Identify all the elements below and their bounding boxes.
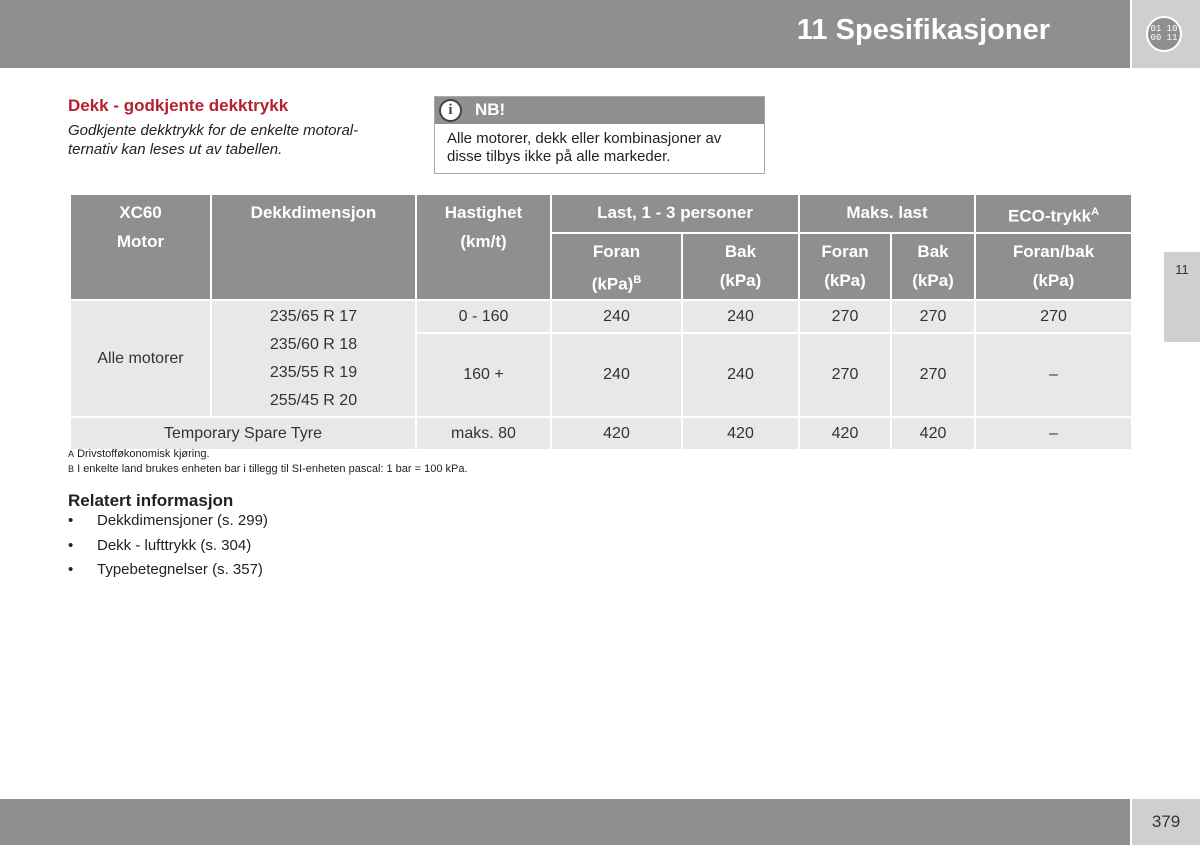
header-max-rear [891,233,975,301]
header-load-1-3: Last, 1 - 3 personer [551,194,799,233]
max-front-cell: 420 [799,417,891,450]
footnote-b-text: I enkelte land brukes enheten bar i tillegg til SI-enheten pascal: 1 bar = 100 kPa. [77,463,468,475]
load-rear-cell: 240 [682,300,799,333]
speed-cell: 160 + [416,333,551,417]
max-rear-cell: 420 [891,417,975,450]
nb-text-line-2: disse tilbys ikke på alle markeder. [447,148,671,165]
eco-cell: – [975,333,1132,417]
max-front-cell: 270 [799,333,891,417]
speed-cell: maks. 80 [416,417,551,450]
related-link-label: Typebetegnelser (s. 357) [97,561,263,578]
header-speed [416,194,551,300]
nb-header [435,97,764,124]
table-row [70,300,1132,333]
header-load-front-unit [553,266,680,299]
header-tyre-dimension: Dekkdimensjon [211,194,416,300]
info-icon: i [439,99,462,122]
header-load-front [551,233,682,301]
speed-cell: 0 - 160 [416,300,551,333]
bullet-icon: • [68,561,74,578]
footnote-a-text: Drivstofføkonomisk kjøring. [77,448,210,460]
footer-bar [0,799,1130,845]
section-title: Dekk - godkjente dekktrykk [68,96,289,115]
nb-text-line-1: Alle motorer, dekk eller kombinasjoner av [447,130,722,147]
load-rear-cell: 240 [682,333,799,417]
header-kpa-label: (kPa) [591,274,634,294]
intro-line-2: ternativ kan leses ut av tabellen. [68,141,283,158]
page-number: 379 [1151,812,1181,831]
related-link-tyre-dimensions[interactable] [68,509,268,534]
engine-group-cell: Alle motorer [70,300,211,417]
footnotes [68,447,468,477]
eco-cell: 270 [975,300,1132,333]
chapter-badge-icon [1146,16,1182,52]
chapter-title: 11 Spesifikasjoner [796,14,1050,46]
header-speed-label: Hastighet [444,203,523,222]
header-model-engine [70,194,211,300]
bullet-icon: • [68,536,74,554]
intro-line-1: Godkjente dekktrykk for de enkelte motoral- [68,122,359,139]
header-speed-unit: (km/t) [460,232,507,251]
chapter-side-tab[interactable]: 11 [1164,252,1200,342]
header-max-front [799,233,891,301]
max-rear-cell: 270 [891,300,975,333]
bullet-icon: • [68,512,74,529]
related-link-label: Dekkdimensjoner (s. 299) [97,512,268,529]
header-engine: Motor [116,232,165,251]
header-eco-front-rear-label: Foran/bak [1012,241,1095,261]
table-row-spare [70,417,1132,450]
tyre-pressure-table [69,193,1133,451]
nb-text [435,124,764,166]
section-intro [68,121,398,159]
header-max-load: Maks. last [799,194,975,233]
header-bar [0,0,1130,68]
header-load-rear-unit: (kPa) [719,270,762,290]
header-max-front-label: Foran [821,241,869,261]
dimension-item: 235/60 R 18 [269,335,358,353]
load-rear-cell: 420 [682,417,799,450]
load-front-cell: 240 [551,333,682,417]
max-rear-cell: 270 [891,333,975,417]
related-list [68,509,268,583]
header-eco-label: ECO-trykk [1007,206,1092,226]
header-model: XC60 [119,203,162,222]
dimension-item: 255/45 R 20 [269,391,358,409]
header-load-front-label: Foran [592,241,641,261]
related-link-label: Dekk - lufttrykk (s. 304) [97,536,252,554]
header-eco-front-rear-unit: (kPa) [1032,270,1075,290]
nb-label: NB! [475,100,506,119]
max-front-cell: 270 [799,300,891,333]
load-front-cell: 420 [551,417,682,450]
dimension-item: 235/55 R 19 [269,363,358,381]
chapter-badge-line1: 01 10 [1150,24,1178,34]
footnote-b [68,462,468,477]
footnote-b-mark: B [68,464,75,474]
header-max-rear-unit: (kPa) [912,270,954,290]
header-load-rear [682,233,799,301]
eco-cell: – [975,417,1132,450]
header-max-front-unit: (kPa) [824,270,866,290]
load-front-cell: 240 [551,300,682,333]
related-title: Relatert informasjon [68,491,234,510]
header-eco-pressure [975,194,1132,233]
header-load-rear-label: Bak [724,241,757,261]
dimensions-cell [211,300,416,417]
header-eco-front-rear [975,233,1132,301]
related-link-tyre-pressure[interactable] [68,534,268,559]
related-link-type-designations[interactable] [68,558,268,583]
header-eco-footnote-mark: A [1091,206,1100,218]
chapter-badge-line2: 00 11 [1150,33,1178,43]
header-max-rear-label: Bak [917,241,949,261]
spare-label-cell: Temporary Spare Tyre [70,417,416,450]
footnote-a [68,447,468,462]
dimension-item: 235/65 R 17 [269,307,358,325]
nb-note-box [434,96,765,174]
footnote-a-mark: A [68,449,75,459]
header-kpa-footnote-mark: B [633,273,642,286]
